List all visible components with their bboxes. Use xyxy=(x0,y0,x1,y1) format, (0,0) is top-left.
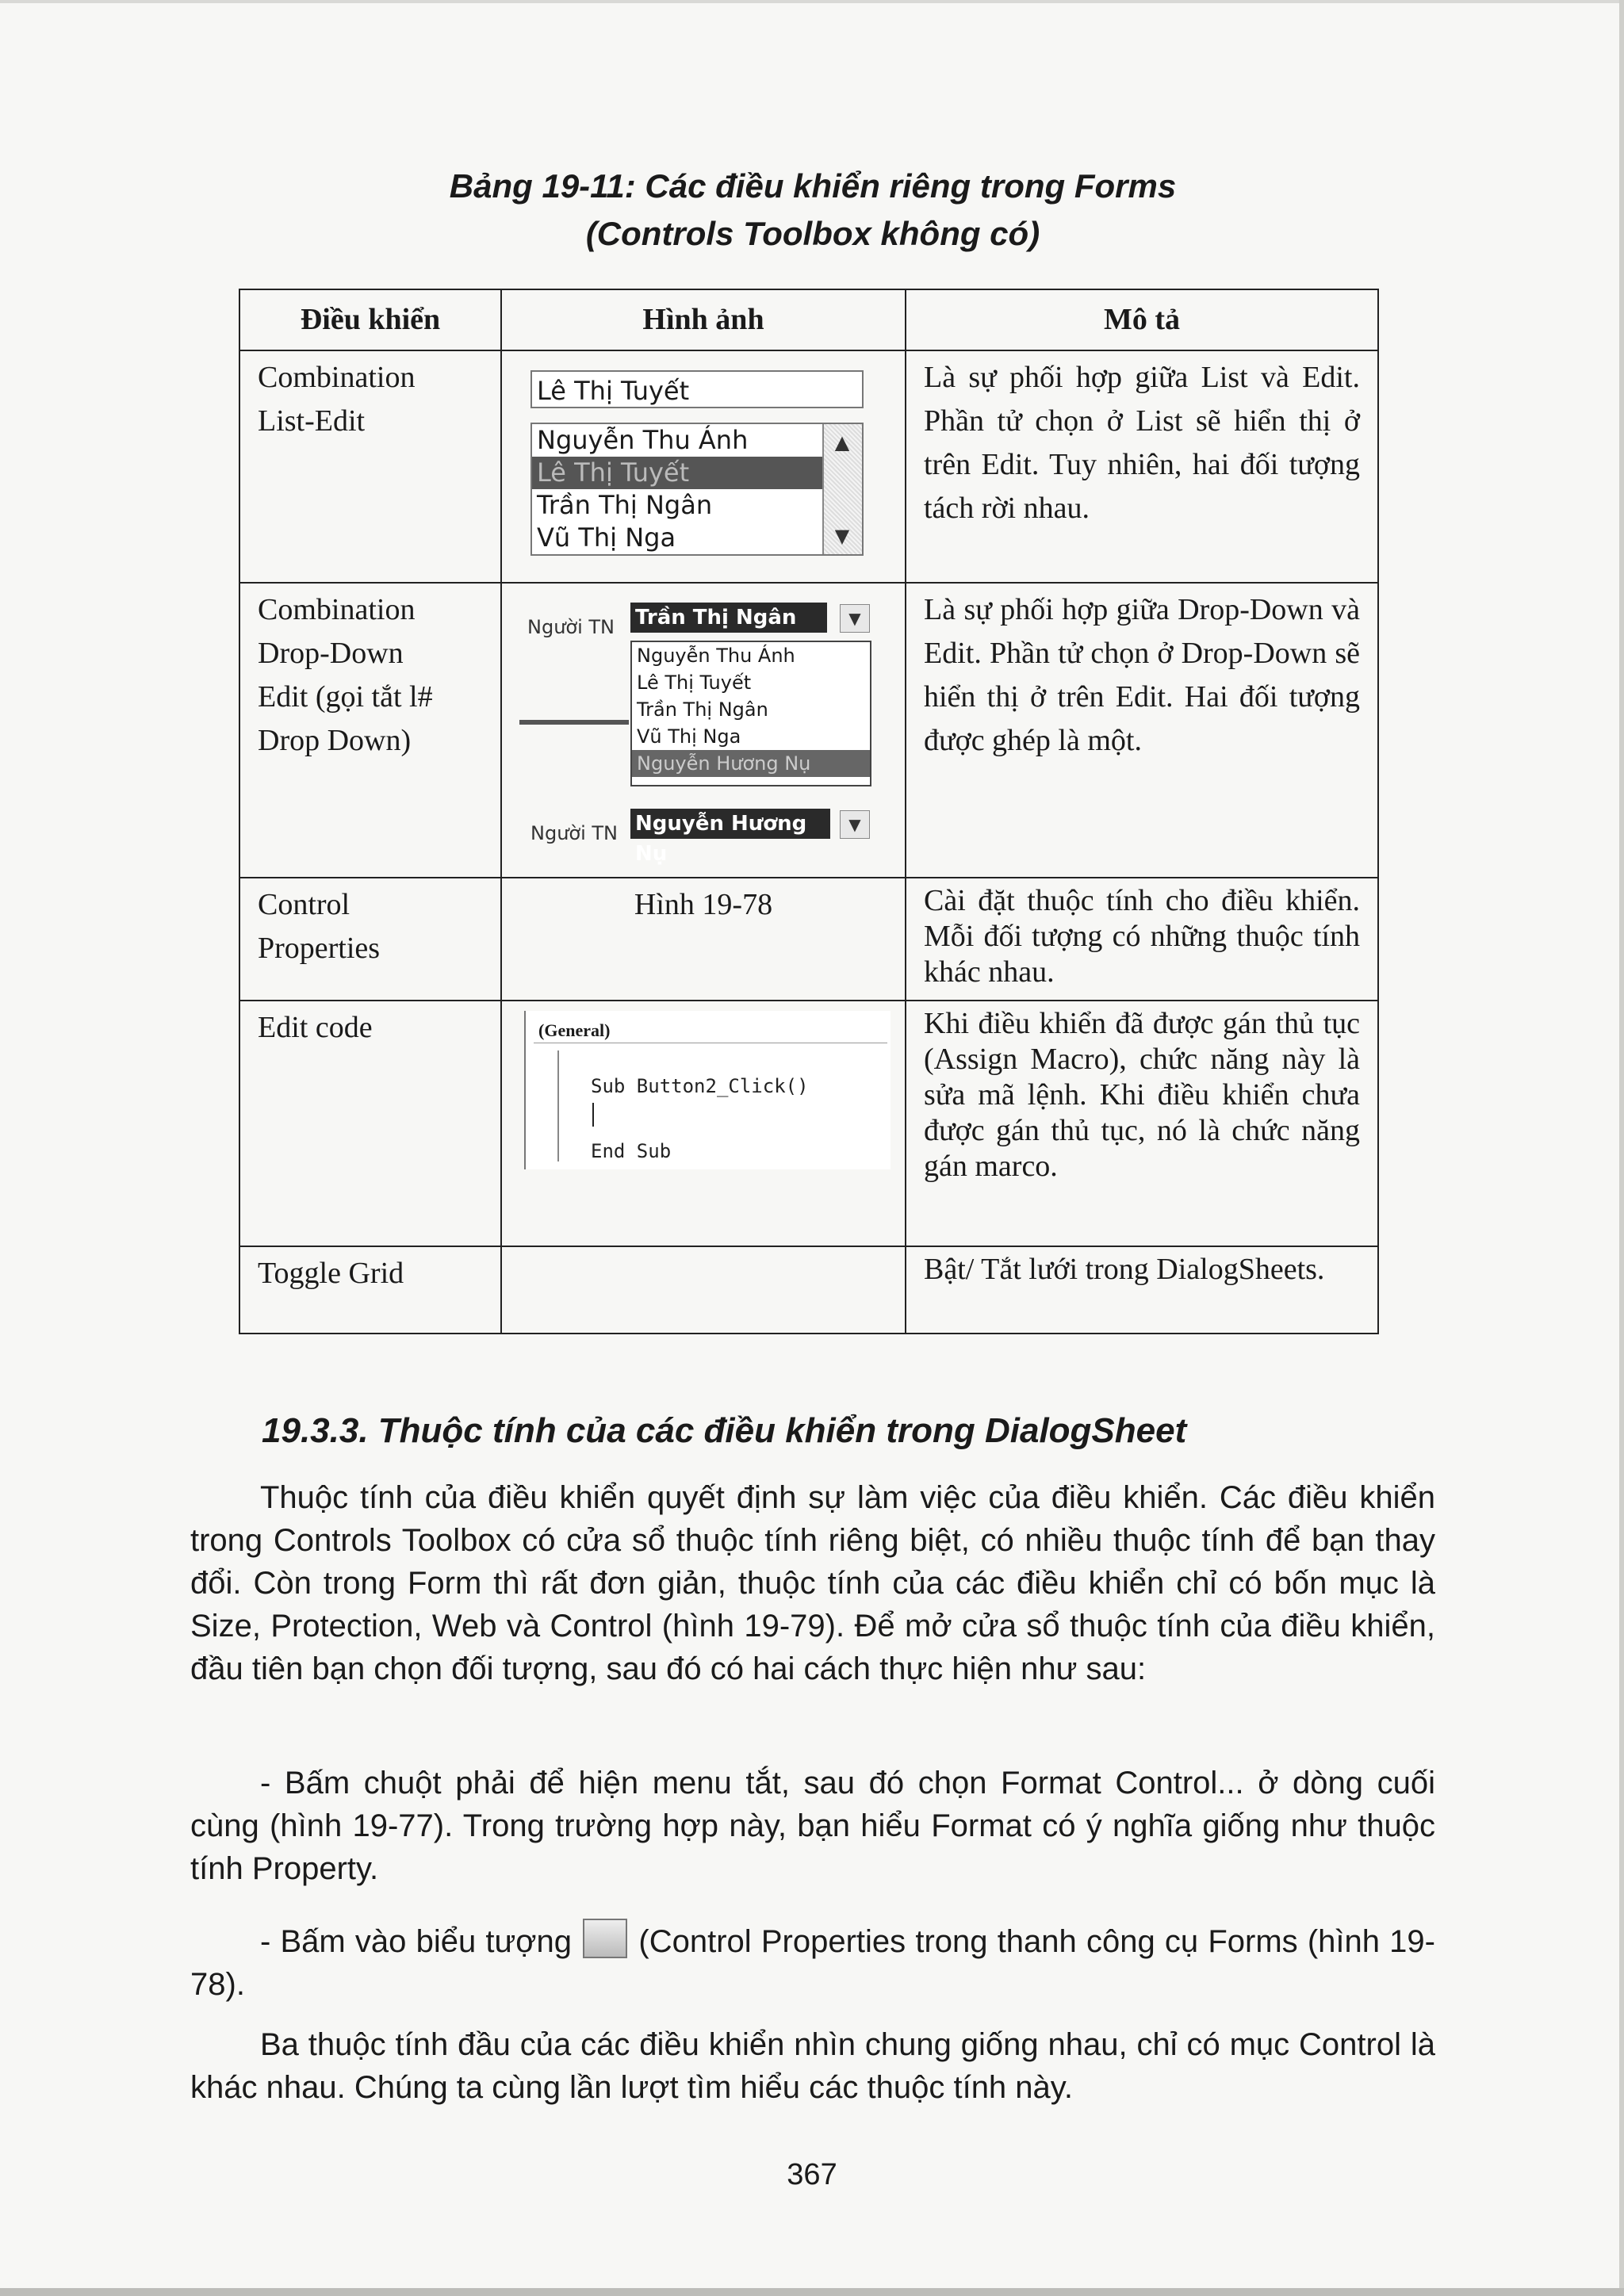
control-name-cell xyxy=(239,1001,501,1246)
text-cursor xyxy=(592,1103,594,1127)
dropdown-mock xyxy=(519,588,887,866)
control-name-line: Control xyxy=(258,888,350,921)
chevron-down-icon: ▼ xyxy=(840,604,870,633)
chevron-down-icon: ▼ xyxy=(840,810,870,839)
control-name-cell xyxy=(239,878,501,1001)
control-name-cell xyxy=(239,583,501,878)
page-edge-top xyxy=(0,0,1624,3)
dropdown-selected-value: Nguyễn Hương Nụ xyxy=(630,809,830,839)
combo-edit-field: Lê Thị Tuyết xyxy=(530,370,864,408)
code-line: Sub Button2_Click() xyxy=(591,1075,809,1097)
image-cell: Hình 19-78 xyxy=(501,878,906,1001)
image-cell xyxy=(501,583,906,878)
dropdown-label: Người TN xyxy=(530,822,618,844)
description-cell: Là sự phối hợp giữa List và Edit. Phần tử chọn ở List sẽ hiển thị ở trên Edit. Tuy nhiên, hai đối tượng tách rời nhau. xyxy=(906,350,1378,583)
paragraph xyxy=(190,1919,1435,2006)
image-cell xyxy=(501,1246,906,1334)
control-name-line: Drop-Down xyxy=(258,637,404,670)
caption-line-1: Bảng 19-11: Các điều khiển riêng trong Forms xyxy=(449,167,1177,205)
table-row xyxy=(239,1246,1378,1334)
caption-line-2: (Controls Toolbox không có) xyxy=(585,215,1040,252)
list-item: Trần Thị Ngân xyxy=(637,698,768,721)
control-name-line: Toggle Grid xyxy=(258,1257,404,1290)
paragraph-text: - Bấm vào biểu tượng xyxy=(260,1924,573,1959)
control-name-line: Edit code xyxy=(258,1011,373,1044)
code-line: End Sub xyxy=(591,1140,672,1162)
code-gutter xyxy=(542,1050,559,1161)
list-item-selected: Lê Thị Tuyết xyxy=(532,457,862,489)
paragraph: Ba thuộc tính đầu của các điều khiển nhìn chung giống nhau, chỉ có mục Control là khác nhau. Chúng ta cùng lần lượt tìm hiểu các thuộc tính này. xyxy=(190,2027,1435,2105)
table-caption xyxy=(238,163,1388,258)
description-cell: Cài đặt thuộc tính cho điều khiển. Mỗi đối tượng có những thuộc tính khác nhau. xyxy=(906,878,1378,1001)
control-name-line: Properties xyxy=(258,932,381,965)
dropdown-selected-value: Trần Thị Ngân xyxy=(630,603,827,633)
table-header-row xyxy=(239,289,1378,350)
description-cell: Là sự phối hợp giữa Drop-Down và Edit. Phần tử chọn ở Drop-Down sẽ hiển thị ở trên Edit. Hai đối tượng được ghép là một. xyxy=(906,583,1378,878)
list-item: Nguyễn Hương Nụ xyxy=(632,750,870,777)
dropdown-label: Người TN xyxy=(527,616,615,638)
list-item: Lê Thị Tuyết xyxy=(637,672,752,694)
paragraph: - Bấm chuột phải để hiện menu tắt, sau đó chọn Format Control... ở dòng cuối cùng (hình 19-77). Trong trường hợp này, bạn hiểu Format có ý nghĩa giống như thuộc tính Property. xyxy=(190,1766,1435,1886)
paragraph: Thuộc tính của điều khiển quyết định sự làm việc của điều khiển. Các điều khiển trong Controls Toolbox có cửa sổ thuộc tính riêng biệt, có nhiều thuộc tính để bạn thay đổi. Còn trong Form thì rất đơn giản, thuộc tính của các điều khiển chỉ có bốn mục là Size, Protection, Web và Control (hình 19-79). Để mở cửa sổ thuộc tính của điều khiển, đầu tiên bạn chọn đối tượng, sau đó có hai cách thực hiện như sau: xyxy=(190,1480,1435,1686)
table-row xyxy=(239,583,1378,878)
image-cell xyxy=(501,350,906,583)
paragraph-text: (Control Properties trong thanh công cụ Forms (hình 19-78). xyxy=(190,1924,1435,2002)
dropdown-list xyxy=(630,641,871,786)
list-scrollbar xyxy=(822,424,862,554)
table-row xyxy=(239,1001,1378,1246)
header-control: Điều khiển xyxy=(239,289,501,350)
controls-table xyxy=(239,289,1379,1334)
control-name-cell xyxy=(239,1246,501,1334)
list-item: Trần Thị Ngân xyxy=(537,490,713,520)
page-edge-right xyxy=(1619,0,1624,2296)
control-name-line: Edit (gọi tắt l# xyxy=(258,680,433,714)
control-name-line: List-Edit xyxy=(258,404,366,438)
code-object-combo: (General) xyxy=(534,1019,887,1043)
image-cell xyxy=(501,1001,906,1246)
description-cell: Khi điều khiển đã được gán thủ tục (Assign Macro), chức năng này là sửa mã lệnh. Khi điều khiển chưa được gán thủ tục, nó là chức năng gán marco. xyxy=(906,1001,1378,1246)
table-row xyxy=(239,878,1378,1001)
header-description: Mô tả xyxy=(906,289,1378,350)
dropdown-divider xyxy=(519,720,629,725)
page-number: 367 xyxy=(787,2158,837,2191)
list-item: Nguyễn Thu Ánh xyxy=(637,645,795,667)
description-cell: Bật/ Tắt lưới trong DialogSheets. xyxy=(906,1246,1378,1334)
scroll-up-icon: ▲ xyxy=(834,431,850,453)
control-name-line: Combination xyxy=(258,361,416,394)
list-item: Vũ Thị Nga xyxy=(537,522,676,553)
combo-list-box xyxy=(530,423,864,556)
table-row xyxy=(239,350,1378,583)
control-name-line: Combination xyxy=(258,593,416,626)
section-title: 19.3.3. Thuộc tính của các điều khiển trong DialogSheet xyxy=(262,1411,1187,1450)
code-editor-mock xyxy=(524,1011,891,1169)
list-item: Nguyễn Thu Ánh xyxy=(537,425,749,455)
header-image: Hình ảnh xyxy=(501,289,906,350)
control-properties-icon xyxy=(583,1919,627,1958)
control-name-line: Drop Down) xyxy=(258,724,412,757)
list-item: Vũ Thị Nga xyxy=(637,725,741,748)
control-name-cell xyxy=(239,350,501,583)
page-edge-bottom xyxy=(0,2288,1624,2296)
scroll-down-icon: ▼ xyxy=(834,525,850,547)
